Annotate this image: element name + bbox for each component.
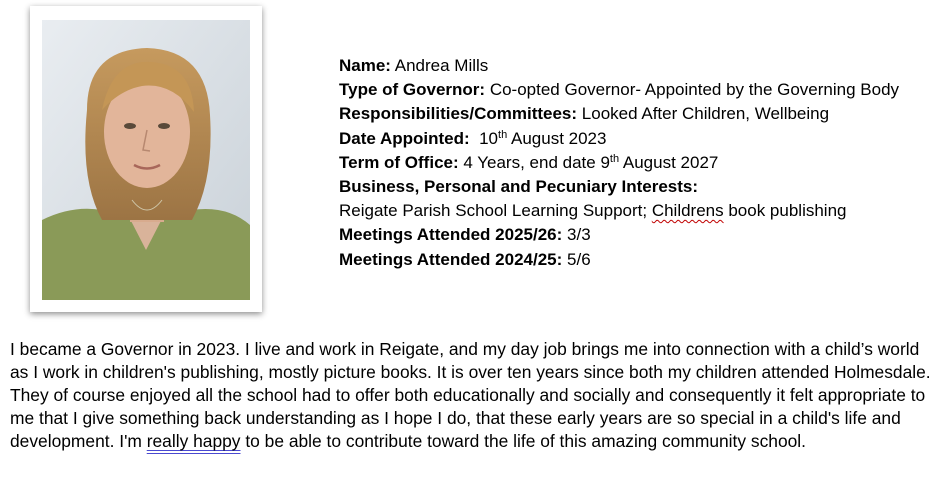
name-value: Andrea Mills: [394, 56, 489, 75]
date-day: 10: [479, 128, 499, 148]
meetings-2024-label: Meetings Attended 2024/25:: [339, 249, 563, 269]
governor-details: [339, 54, 899, 272]
date-month-year: August 2023: [511, 128, 607, 148]
governor-biography: [10, 338, 935, 453]
interests-part-2: book publishing: [723, 201, 847, 221]
interests-part-1: Reigate Parish School Learning Support;: [339, 201, 652, 221]
bio-part-2: to be able to contribute toward the life of this amazing community school.: [240, 431, 806, 452]
responsibilities-value: Looked After Children, Wellbeing: [581, 104, 830, 124]
bio-part-1: I became a Governor in 2023. I live and work in Reigate, and my day job brings me into connection with a child’s world as I work in children's publishing, mostly picture books. It is over ten years since both my children attended Holmesdale. They of course enjoyed all the school had to offer both educationally and socially and consequently it felt appropriate to me that I give something back understanding as I hope I do, that these early years are so special in a child's life and development. I'm: [10, 339, 931, 452]
type-value: Co-opted Governor- Appointed by the Governing Body: [489, 80, 900, 100]
term-row: [339, 151, 899, 175]
meetings-2024-value: 5/6: [567, 249, 591, 269]
interests-label: Business, Personal and Pecuniary Interests:: [339, 176, 699, 196]
interests-row: [339, 199, 899, 223]
meetings-2025-row: [339, 223, 899, 247]
responsibilities-label: Responsibilities/Committees:: [339, 104, 578, 124]
meetings-2025-value: 3/3: [567, 225, 591, 245]
meetings-2025-label: Meetings Attended 2025/26:: [339, 225, 563, 245]
term-value: 4 Years, end date 9: [463, 152, 610, 172]
meetings-2024-row: [339, 248, 899, 272]
date-day-suffix: th: [498, 128, 508, 141]
name-row: [339, 54, 899, 78]
interests-heading-row: [339, 175, 899, 199]
governor-photo-frame: [30, 6, 262, 312]
date-appointed-row: [339, 127, 899, 151]
governor-photo: [42, 20, 250, 300]
term-day-suffix: th: [609, 152, 620, 165]
type-label: Type of Governor:: [339, 80, 486, 100]
spelling-flagged-word[interactable]: Childrens: [651, 201, 724, 221]
responsibilities-row: [339, 102, 899, 126]
term-label: Term of Office:: [339, 152, 459, 172]
date-appointed-label: Date Appointed:: [339, 128, 470, 148]
term-month-year: August 2027: [622, 152, 719, 172]
grammar-flagged-phrase[interactable]: really happy: [146, 431, 241, 452]
type-row: [339, 78, 899, 102]
name-label: Name:: [339, 56, 391, 75]
